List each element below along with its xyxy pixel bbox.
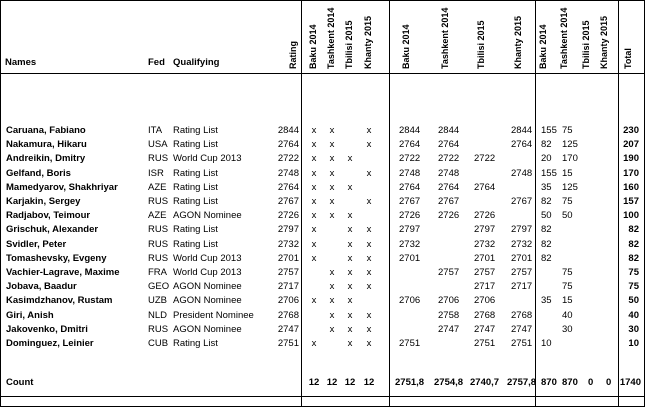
event-rating: 2701 (474, 253, 496, 264)
player-qualifying: Rating List (173, 182, 218, 193)
participation-mark: x (347, 295, 353, 306)
event-rating: 2706 (474, 295, 496, 306)
player-qualifying: Rating List (173, 224, 218, 235)
player-name: Karjakin, Sergey (6, 196, 81, 207)
player-rating: 2748 (277, 168, 299, 179)
count-average-rating: 2754,8 (434, 377, 464, 388)
player-rating: 2726 (277, 210, 299, 221)
player-qualifying: Rating List (173, 338, 218, 349)
event-points: 82 (541, 239, 552, 250)
column-divider (389, 1, 390, 406)
count-participation: 12 (363, 377, 375, 388)
player-rating: 2757 (277, 267, 299, 278)
event-rating: 2844 (438, 125, 460, 136)
player-name: Jakovenko, Dmitri (6, 324, 88, 335)
player-rating: 2844 (277, 125, 299, 136)
participation-mark: x (311, 295, 317, 306)
event-points: 125 (562, 182, 578, 193)
participation-mark: x (366, 168, 372, 179)
player-name: Tomashevsky, Evgeny (6, 253, 107, 264)
event-points: 10 (541, 338, 552, 349)
participation-mark: x (329, 281, 335, 292)
player-rating: 2768 (277, 310, 299, 321)
participation-mark: x (366, 281, 372, 292)
participation-mark: x (366, 310, 372, 321)
player-qualifying: AGON Nominee (173, 281, 242, 292)
event-points: 40 (562, 310, 573, 321)
count-points: 0 (606, 377, 612, 388)
participation-mark: x (311, 210, 317, 221)
player-name: Radjabov, Teimour (6, 210, 91, 221)
event-points: 170 (562, 153, 578, 164)
row-divider (1, 73, 644, 74)
header-points-1: Tashkent 2014 (559, 7, 569, 69)
participation-mark: x (329, 153, 335, 164)
count-participation: 12 (308, 377, 320, 388)
event-rating: 2722 (474, 153, 496, 164)
header-points-3: Khanty 2015 (599, 15, 609, 69)
event-rating: 2797 (474, 224, 496, 235)
participation-mark: x (311, 125, 317, 136)
event-points: 75 (562, 281, 573, 292)
player-name: Vachier-Lagrave, Maxime (6, 267, 120, 278)
header-participation-2: Tbilisi 2015 (344, 20, 354, 69)
count-average-rating: 2751,8 (395, 377, 425, 388)
event-rating: 2751 (474, 338, 496, 349)
participation-mark: x (311, 168, 317, 179)
event-rating: 2767 (511, 196, 533, 207)
player-total: 157 (623, 196, 639, 207)
count-points: 0 (588, 377, 594, 388)
header-fed: Fed (148, 57, 165, 68)
event-points: 82 (541, 196, 552, 207)
participation-mark: x (329, 267, 335, 278)
participation-mark: x (347, 182, 353, 193)
player-rating: 2751 (277, 338, 299, 349)
participation-mark: x (329, 310, 335, 321)
event-rating: 2764 (474, 182, 496, 193)
event-points: 82 (541, 224, 552, 235)
player-rating: 2732 (277, 239, 299, 250)
player-fed: AZE (148, 210, 167, 221)
participation-mark: x (347, 153, 353, 164)
participation-mark: x (366, 196, 372, 207)
event-rating: 2757 (511, 267, 533, 278)
participation-mark: x (347, 324, 353, 335)
participation-mark: x (329, 196, 335, 207)
participation-mark: x (329, 168, 335, 179)
player-qualifying: Rating List (173, 196, 218, 207)
participation-mark: x (347, 310, 353, 321)
event-points: 20 (541, 153, 552, 164)
participation-mark: x (347, 267, 353, 278)
player-fed: ITA (148, 125, 163, 136)
player-fed: RUS (148, 253, 169, 264)
player-fed: USA (148, 139, 168, 150)
header-qualifying: Qualifying (173, 57, 220, 68)
header-names: Names (5, 57, 37, 68)
event-rating: 2722 (438, 153, 460, 164)
player-name: Jobava, Baadur (6, 281, 77, 292)
player-fed: NLD (148, 310, 168, 321)
event-rating: 2757 (474, 267, 496, 278)
player-fed: FRA (148, 267, 167, 278)
event-rating: 2732 (511, 239, 533, 250)
event-rating: 2768 (474, 310, 496, 321)
participation-mark: x (366, 267, 372, 278)
event-rating: 2706 (438, 295, 460, 306)
event-rating: 2764 (399, 139, 421, 150)
event-points: 15 (562, 295, 573, 306)
event-rating: 2758 (438, 310, 460, 321)
player-total: 82 (628, 239, 639, 250)
event-points: 155 (541, 125, 557, 136)
player-total: 40 (628, 310, 639, 321)
count-participation: 12 (344, 377, 356, 388)
participation-mark: x (347, 239, 353, 250)
player-rating: 2722 (277, 153, 299, 164)
header-participation-0: Baku 2014 (308, 24, 318, 69)
event-rating: 2764 (438, 182, 460, 193)
event-rating: 2717 (511, 281, 533, 292)
player-rating: 2747 (277, 324, 299, 335)
participation-mark: x (311, 182, 317, 193)
count-points: 870 (541, 377, 557, 388)
header-points-0: Baku 2014 (538, 24, 548, 69)
event-rating: 2748 (438, 168, 460, 179)
event-points: 35 (541, 295, 552, 306)
count-points: 870 (562, 377, 578, 388)
event-rating: 2767 (399, 196, 421, 207)
event-rating: 2732 (399, 239, 421, 250)
participation-mark: x (311, 239, 317, 250)
count-label: Count (6, 377, 34, 388)
player-qualifying: AGON Nominee (173, 210, 242, 221)
header-total: Total (623, 48, 633, 69)
player-total: 10 (628, 338, 639, 349)
participation-mark: x (311, 139, 317, 150)
event-rating: 2748 (399, 168, 421, 179)
event-rating: 2844 (399, 125, 421, 136)
player-total: 30 (628, 324, 639, 335)
player-rating: 2764 (277, 182, 299, 193)
event-rating: 2797 (399, 224, 421, 235)
participation-mark: x (311, 153, 317, 164)
participation-mark: x (329, 295, 335, 306)
player-name: Giri, Anish (6, 310, 54, 321)
event-points: 30 (562, 324, 573, 335)
header-event-rating-0: Baku 2014 (401, 24, 411, 69)
event-rating: 2747 (438, 324, 460, 335)
player-total: 160 (623, 182, 639, 193)
header-participation-1: Tashkent 2014 (326, 7, 336, 69)
participation-mark: x (347, 281, 353, 292)
event-rating: 2757 (438, 267, 460, 278)
player-total: 50 (628, 295, 639, 306)
event-points: 35 (541, 182, 552, 193)
player-rating: 2706 (277, 295, 299, 306)
player-fed: GEO (148, 281, 170, 292)
count-average-rating: 2740,7 (470, 377, 500, 388)
count-participation: 12 (326, 377, 338, 388)
event-rating: 2767 (438, 196, 460, 207)
header-points-2: Tbilisi 2015 (581, 20, 591, 69)
event-rating: 2764 (399, 182, 421, 193)
player-total: 207 (623, 139, 639, 150)
header-event-rating-1: Tashkent 2014 (440, 7, 450, 69)
event-points: 75 (562, 267, 573, 278)
player-total: 82 (628, 253, 639, 264)
player-total: 190 (623, 153, 639, 164)
player-qualifying: AGON Nominee (173, 324, 242, 335)
header-participation-3: Khanty 2015 (363, 15, 373, 69)
event-points: 155 (541, 168, 557, 179)
column-divider (301, 1, 302, 406)
player-rating: 2797 (277, 224, 299, 235)
player-rating: 2717 (277, 281, 299, 292)
player-qualifying: Rating List (173, 139, 218, 150)
player-total: 230 (623, 125, 639, 136)
player-qualifying: World Cup 2013 (173, 253, 242, 264)
row-divider (1, 396, 644, 397)
player-fed: CUB (148, 338, 169, 349)
event-rating: 2747 (474, 324, 496, 335)
player-qualifying: World Cup 2013 (173, 267, 242, 278)
participation-mark: x (329, 210, 335, 221)
event-rating: 2701 (399, 253, 421, 264)
participation-mark: x (329, 182, 335, 193)
event-points: 15 (562, 168, 573, 179)
count-total: 1740 (619, 377, 641, 388)
player-rating: 2701 (277, 253, 299, 264)
event-rating: 2732 (474, 239, 496, 250)
player-total: 75 (628, 267, 639, 278)
participation-mark: x (366, 338, 372, 349)
player-qualifying: President Nominee (173, 310, 254, 321)
player-fed: ISR (148, 168, 164, 179)
player-rating: 2767 (277, 196, 299, 207)
player-fed: RUS (148, 196, 169, 207)
header-event-rating-2: Tbilisi 2015 (476, 20, 486, 69)
player-fed: RUS (148, 224, 169, 235)
participation-mark: x (311, 224, 317, 235)
participation-mark: x (311, 253, 317, 264)
event-points: 125 (562, 139, 578, 150)
player-name: Kasimdzhanov, Rustam (6, 295, 113, 306)
participation-mark: x (366, 239, 372, 250)
event-points: 75 (562, 196, 573, 207)
participation-mark: x (311, 196, 317, 207)
event-rating: 2797 (511, 224, 533, 235)
player-qualifying: Rating List (173, 239, 218, 250)
player-total: 170 (623, 168, 639, 179)
player-qualifying: World Cup 2013 (173, 153, 242, 164)
event-points: 50 (562, 210, 573, 221)
participation-mark: x (329, 324, 335, 335)
event-rating: 2726 (438, 210, 460, 221)
participation-mark: x (366, 139, 372, 150)
player-fed: UZB (148, 295, 167, 306)
player-qualifying: AGON Nominee (173, 295, 242, 306)
column-divider (535, 1, 536, 406)
event-points: 75 (562, 125, 573, 136)
event-rating: 2751 (399, 338, 421, 349)
player-fed: RUS (148, 153, 169, 164)
event-rating: 2747 (511, 324, 533, 335)
player-name: Dominguez, Leinier (6, 338, 94, 349)
event-rating: 2748 (511, 168, 533, 179)
player-qualifying: Rating List (173, 168, 218, 179)
player-name: Svidler, Peter (6, 239, 67, 250)
player-name: Andreikin, Dmitry (6, 153, 86, 164)
player-name: Mamedyarov, Shakhriyar (6, 182, 118, 193)
participation-mark: x (329, 139, 335, 150)
event-rating: 2701 (511, 253, 533, 264)
player-total: 100 (623, 210, 639, 221)
event-points: 82 (541, 139, 552, 150)
event-rating: 2751 (511, 338, 533, 349)
header-event-rating-3: Khanty 2015 (513, 15, 523, 69)
participation-mark: x (347, 253, 353, 264)
participation-mark: x (329, 125, 335, 136)
participation-mark: x (366, 125, 372, 136)
player-qualifying: Rating List (173, 125, 218, 136)
player-total: 75 (628, 281, 639, 292)
event-points: 50 (541, 210, 552, 221)
participation-mark: x (347, 224, 353, 235)
event-rating: 2764 (511, 139, 533, 150)
event-points: 82 (541, 253, 552, 264)
player-name: Nakamura, Hikaru (6, 139, 87, 150)
event-rating: 2768 (511, 310, 533, 321)
event-rating: 2726 (399, 210, 421, 221)
header-rating: Rating (288, 41, 298, 69)
participation-mark: x (347, 338, 353, 349)
player-fed: AZE (148, 182, 167, 193)
participation-mark: x (366, 224, 372, 235)
count-average-rating: 2757,8 (507, 377, 537, 388)
event-rating: 2764 (438, 139, 460, 150)
participation-mark: x (347, 210, 353, 221)
event-rating: 2717 (474, 281, 496, 292)
player-name: Grischuk, Alexander (6, 224, 99, 235)
player-fed: RUS (148, 324, 169, 335)
event-rating: 2844 (511, 125, 533, 136)
participation-mark: x (366, 253, 372, 264)
participation-mark: x (366, 324, 372, 335)
participation-mark: x (311, 338, 317, 349)
event-rating: 2726 (474, 210, 496, 221)
player-name: Caruana, Fabiano (6, 125, 86, 136)
player-name: Gelfand, Boris (6, 168, 71, 179)
player-fed: RUS (148, 239, 169, 250)
event-rating: 2706 (399, 295, 421, 306)
player-rating: 2764 (277, 139, 299, 150)
player-total: 82 (628, 224, 639, 235)
event-rating: 2722 (399, 153, 421, 164)
